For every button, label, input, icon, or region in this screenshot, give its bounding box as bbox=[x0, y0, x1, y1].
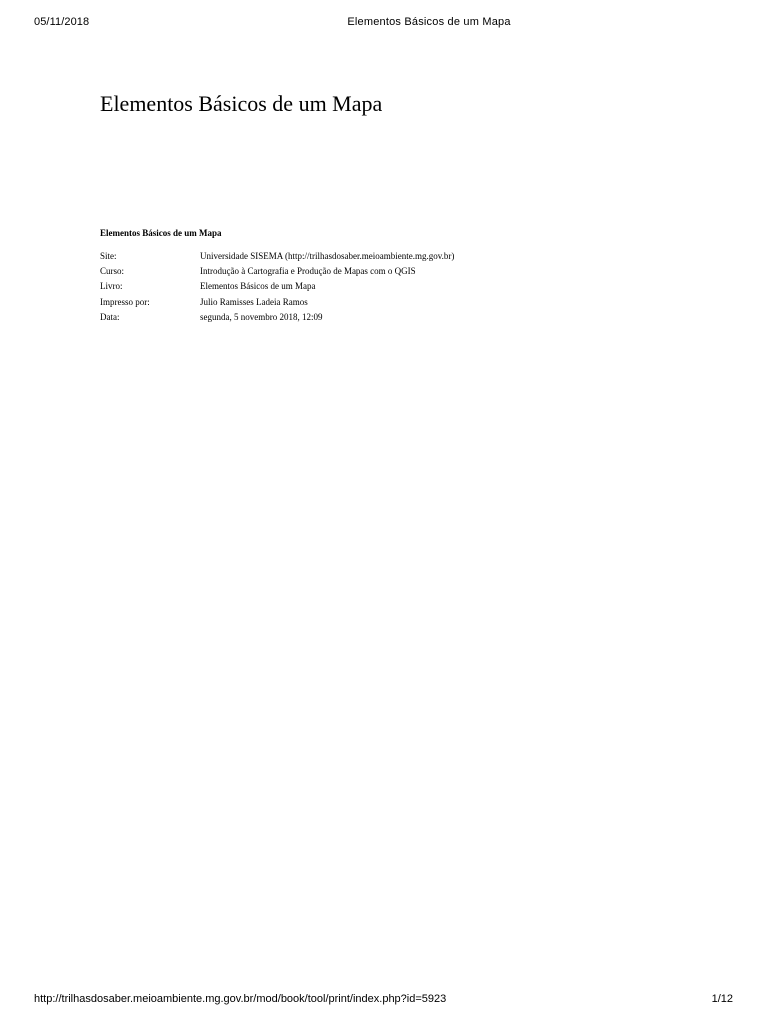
book-summary bbox=[100, 227, 660, 325]
page-title: Elementos Básicos de um Mapa bbox=[100, 91, 383, 116]
info-value: Introdução à Cartografia e Produção de Mapas com o QGIS bbox=[200, 266, 416, 277]
info-value: Elementos Básicos de um Mapa bbox=[200, 281, 316, 292]
info-label: Livro: bbox=[100, 281, 123, 292]
page-number: 1/12 bbox=[711, 993, 733, 1005]
print-header-date: 05/11/2018 bbox=[34, 16, 90, 28]
info-label: Curso: bbox=[100, 266, 125, 277]
summary-heading: Elementos Básicos de um Mapa bbox=[100, 228, 222, 238]
info-label: Impresso por: bbox=[100, 296, 150, 307]
info-row-course bbox=[100, 264, 454, 279]
info-value: segunda, 5 novembro 2018, 12:09 bbox=[200, 311, 323, 322]
book-info-table bbox=[100, 249, 454, 325]
info-row-book bbox=[100, 279, 454, 294]
info-label: Site: bbox=[100, 251, 117, 261]
info-row-date bbox=[100, 310, 454, 325]
print-header-title: Elementos Básicos de um Mapa bbox=[347, 16, 511, 28]
info-label: Data: bbox=[100, 311, 120, 322]
info-value: Universidade SISEMA (http://trilhasdosaber.meioambiente.mg.gov.br) bbox=[200, 251, 455, 261]
info-row-printed-by bbox=[100, 295, 454, 310]
info-row-site bbox=[100, 249, 454, 264]
info-value: Julio Ramisses Ladeia Ramos bbox=[200, 296, 308, 307]
print-footer-url: http://trilhasdosaber.meioambiente.mg.gov.br/mod/book/tool/print/index.php?id=5923 bbox=[34, 993, 447, 1005]
